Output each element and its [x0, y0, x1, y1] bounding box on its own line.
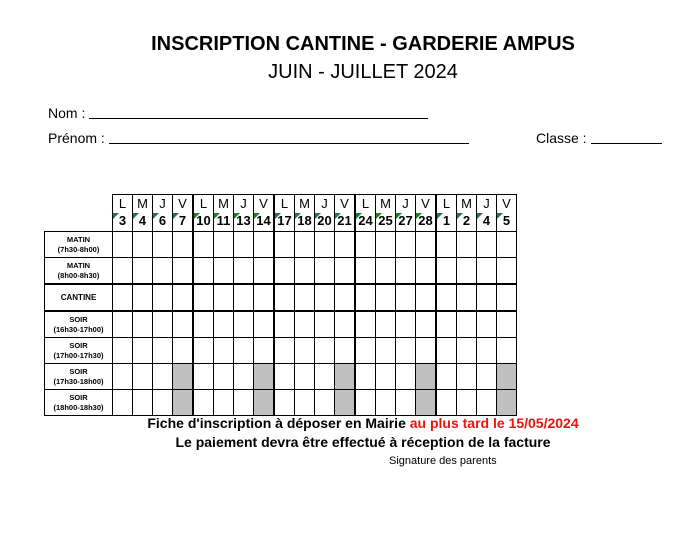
day-letter: M [137, 196, 148, 211]
schedule-cell[interactable] [153, 390, 173, 416]
schedule-cell[interactable] [315, 311, 335, 338]
comment-marker-icon [376, 213, 382, 219]
schedule-cell[interactable] [315, 390, 335, 416]
schedule-cell[interactable] [355, 284, 376, 311]
day-letter: M [380, 196, 391, 211]
schedule-cell[interactable] [315, 338, 335, 364]
row-label-name: SOIR [69, 340, 88, 350]
schedule-cell[interactable] [133, 311, 153, 338]
prenom-input-line[interactable] [109, 143, 469, 144]
schedule-cell[interactable] [193, 390, 214, 416]
day-letter: V [340, 196, 349, 211]
schedule-cell[interactable] [133, 258, 153, 285]
schedule-cell[interactable] [335, 258, 356, 285]
comment-marker-icon [113, 213, 119, 219]
day-number: 27 [398, 213, 413, 228]
schedule-cell[interactable] [477, 364, 497, 390]
schedule-cell[interactable] [214, 232, 234, 258]
day-header [457, 195, 477, 232]
nom-input-line[interactable] [89, 118, 428, 119]
day-letter: M [218, 196, 229, 211]
schedule-cell[interactable] [234, 284, 254, 311]
schedule-cell[interactable] [335, 284, 356, 311]
schedule-cell[interactable] [396, 338, 416, 364]
comment-marker-icon [457, 213, 463, 219]
day-number: 11 [216, 213, 231, 228]
row-label [45, 232, 113, 258]
schedule-cell[interactable] [173, 258, 194, 285]
schedule-cell[interactable] [193, 311, 214, 338]
schedule-cell[interactable] [234, 258, 254, 285]
schedule-cell[interactable] [436, 338, 457, 364]
day-number: 13 [236, 213, 251, 228]
schedule-cell[interactable] [254, 258, 275, 285]
schedule-cell[interactable] [355, 258, 376, 285]
day-header [355, 195, 376, 232]
schedule-cell[interactable] [274, 390, 295, 416]
day-header [254, 195, 275, 232]
schedule-cell[interactable] [274, 284, 295, 311]
schedule-cell [497, 364, 517, 390]
day-number: 24 [358, 213, 373, 228]
schedule-row [45, 258, 517, 285]
schedule-cell[interactable] [457, 364, 477, 390]
schedule-cell[interactable] [173, 338, 194, 364]
schedule-cell[interactable] [133, 338, 153, 364]
day-header [214, 195, 234, 232]
schedule-row [45, 364, 517, 390]
schedule-cell[interactable] [457, 232, 477, 258]
day-header [477, 195, 497, 232]
schedule-cell[interactable] [355, 232, 376, 258]
schedule-cell[interactable] [477, 284, 497, 311]
day-letter: J [483, 196, 490, 211]
schedule-cell[interactable] [193, 338, 214, 364]
comment-marker-icon [335, 213, 341, 219]
schedule-cell [416, 390, 437, 416]
page-title: INSCRIPTION CANTINE - GARDERIE AMPUS [151, 33, 575, 55]
day-number: 2 [462, 213, 471, 228]
schedule-cell[interactable] [477, 258, 497, 285]
schedule-cell[interactable] [153, 311, 173, 338]
row-label [45, 338, 113, 364]
day-number: 6 [158, 213, 167, 228]
day-number: 28 [418, 213, 433, 228]
day-header [113, 195, 133, 232]
row-label-name: MATIN [66, 260, 91, 270]
schedule-cell[interactable] [396, 284, 416, 311]
day-header [497, 195, 517, 232]
schedule-cell[interactable] [274, 232, 295, 258]
schedule-cell[interactable] [376, 338, 396, 364]
day-number: 3 [118, 213, 127, 228]
row-label-hours: (16h30-17h00) [53, 324, 104, 334]
schedule-cell[interactable] [416, 311, 437, 338]
row-label-hours: (8h00-8h30) [57, 270, 100, 280]
schedule-cell[interactable] [315, 284, 335, 311]
schedule-cell[interactable] [315, 232, 335, 258]
schedule-cell[interactable] [335, 232, 356, 258]
schedule-cell[interactable] [396, 390, 416, 416]
row-label-name: CANTINE [60, 292, 97, 302]
row-label [45, 311, 113, 338]
schedule-cell[interactable] [497, 284, 517, 311]
day-number: 5 [502, 213, 511, 228]
schedule-cell[interactable] [355, 364, 376, 390]
day-number: 17 [277, 213, 292, 228]
schedule-cell[interactable] [153, 364, 173, 390]
schedule-cell[interactable] [335, 311, 356, 338]
day-letter: V [421, 196, 430, 211]
schedule-cell[interactable] [234, 390, 254, 416]
schedule-cell[interactable] [396, 232, 416, 258]
schedule-cell[interactable] [173, 232, 194, 258]
day-header [173, 195, 194, 232]
comment-marker-icon [153, 213, 159, 219]
schedule-row [45, 232, 517, 258]
day-header [416, 195, 437, 232]
schedule-cell[interactable] [436, 311, 457, 338]
day-header [295, 195, 315, 232]
schedule-cell[interactable] [133, 390, 153, 416]
schedule-cell[interactable] [295, 258, 315, 285]
day-letter: L [280, 196, 289, 211]
day-header [193, 195, 214, 232]
days-header-row [45, 195, 517, 232]
schedule-cell [335, 390, 356, 416]
row-label [45, 284, 113, 311]
schedule-grid [44, 194, 517, 416]
row-label-hours: (17h30-18h00) [53, 376, 104, 386]
schedule-cell[interactable] [234, 364, 254, 390]
schedule-cell[interactable] [193, 364, 214, 390]
comment-marker-icon [254, 213, 260, 219]
comment-marker-icon [315, 213, 321, 219]
schedule-cell[interactable] [295, 284, 315, 311]
comment-marker-icon [214, 213, 220, 219]
schedule-cell[interactable] [295, 232, 315, 258]
schedule-cell [335, 364, 356, 390]
schedule-cell[interactable] [274, 338, 295, 364]
schedule-cell[interactable] [376, 284, 396, 311]
day-number: 14 [256, 213, 271, 228]
comment-marker-icon [234, 213, 240, 219]
schedule-cell[interactable] [214, 284, 234, 311]
day-number: 18 [297, 213, 312, 228]
schedule-cell[interactable] [113, 311, 133, 338]
schedule-cell[interactable] [133, 364, 153, 390]
schedule-cell[interactable] [193, 232, 214, 258]
day-letter: M [461, 196, 472, 211]
schedule-cell[interactable] [193, 258, 214, 285]
schedule-cell [254, 364, 275, 390]
schedule-cell[interactable] [436, 232, 457, 258]
day-letter: J [159, 196, 166, 211]
schedule-cell[interactable] [113, 258, 133, 285]
schedule-row [45, 284, 517, 311]
schedule-cell[interactable] [214, 338, 234, 364]
schedule-cell[interactable] [113, 232, 133, 258]
schedule-cell[interactable] [214, 390, 234, 416]
row-label-hours: (7h30-8h00) [57, 244, 100, 254]
day-header [335, 195, 356, 232]
day-header [376, 195, 396, 232]
schedule-cell[interactable] [457, 338, 477, 364]
day-number: 4 [482, 213, 491, 228]
day-header [315, 195, 335, 232]
schedule-cell[interactable] [153, 232, 173, 258]
schedule-cell[interactable] [457, 284, 477, 311]
schedule-cell[interactable] [457, 258, 477, 285]
schedule-cell[interactable] [477, 338, 497, 364]
schedule-cell [173, 390, 194, 416]
schedule-cell[interactable] [335, 338, 356, 364]
day-letter: V [178, 196, 187, 211]
day-letter: L [361, 196, 370, 211]
day-number: 20 [317, 213, 332, 228]
schedule-cell[interactable] [416, 338, 437, 364]
schedule-cell [416, 364, 437, 390]
schedule-cell [497, 390, 517, 416]
schedule-cell[interactable] [355, 390, 376, 416]
schedule-cell[interactable] [153, 258, 173, 285]
comment-marker-icon [275, 213, 281, 219]
day-letter: V [502, 196, 511, 211]
row-label-name: SOIR [69, 314, 88, 324]
payment-notice: Le paiement devra être effectué à réception de la facture [175, 434, 551, 450]
schedule-cell[interactable] [497, 338, 517, 364]
schedule-cell[interactable] [355, 338, 376, 364]
schedule-row [45, 338, 517, 364]
schedule-cell[interactable] [436, 390, 457, 416]
schedule-cell[interactable] [254, 232, 275, 258]
schedule-cell[interactable] [173, 311, 194, 338]
row-label [45, 364, 113, 390]
day-number: 25 [378, 213, 393, 228]
row-label-hours: (18h00-18h30) [53, 402, 104, 412]
schedule-cell[interactable] [193, 284, 214, 311]
schedule-cell[interactable] [376, 364, 396, 390]
signature-label: Signature des parents [389, 455, 497, 467]
schedule-row [45, 311, 517, 338]
schedule-cell[interactable] [457, 311, 477, 338]
row-label-name: SOIR [69, 366, 88, 376]
schedule-cell[interactable] [376, 258, 396, 285]
schedule-cell[interactable] [234, 311, 254, 338]
deadline-date: au plus tard le 15/05/2024 [409, 415, 579, 431]
schedule-cell[interactable] [497, 232, 517, 258]
schedule-cell[interactable] [477, 390, 497, 416]
comment-marker-icon [416, 213, 422, 219]
schedule-cell[interactable] [497, 311, 517, 338]
schedule-cell[interactable] [274, 364, 295, 390]
schedule-cell[interactable] [295, 364, 315, 390]
row-label-hours: (17h00-17h30) [53, 350, 104, 360]
schedule-cell[interactable] [113, 390, 133, 416]
day-number: 21 [337, 213, 352, 228]
day-letter: L [118, 196, 127, 211]
schedule-cell[interactable] [234, 338, 254, 364]
row-label [45, 390, 113, 416]
corner-blank [45, 195, 113, 232]
day-header [274, 195, 295, 232]
schedule-cell[interactable] [396, 311, 416, 338]
schedule-cell[interactable] [376, 232, 396, 258]
schedule-cell[interactable] [295, 390, 315, 416]
schedule-cell[interactable] [133, 232, 153, 258]
schedule-cell[interactable] [214, 364, 234, 390]
schedule-cell[interactable] [436, 284, 457, 311]
schedule-cell[interactable] [416, 284, 437, 311]
deadline-text: Fiche d'inscription à déposer en Mairie [147, 415, 410, 431]
day-letter: J [402, 196, 409, 211]
comment-marker-icon [295, 213, 301, 219]
schedule-cell[interactable] [477, 232, 497, 258]
comment-marker-icon [173, 213, 179, 219]
deadline-notice [0, 415, 680, 431]
row-label-name: MATIN [66, 234, 91, 244]
comment-marker-icon [356, 213, 362, 219]
prenom-label: Prénom : [48, 130, 105, 146]
schedule-cell[interactable] [113, 284, 133, 311]
comment-marker-icon [437, 213, 443, 219]
day-number: 4 [138, 213, 147, 228]
schedule-cell[interactable] [497, 258, 517, 285]
schedule-cell[interactable] [295, 338, 315, 364]
schedule-cell[interactable] [477, 311, 497, 338]
schedule-cell[interactable] [274, 258, 295, 285]
schedule-cell[interactable] [153, 284, 173, 311]
schedule-cell[interactable] [315, 364, 335, 390]
schedule-cell[interactable] [214, 258, 234, 285]
schedule-row [45, 390, 517, 416]
nom-label: Nom : [48, 105, 86, 121]
day-letter: L [442, 196, 451, 211]
schedule-cell[interactable] [254, 311, 275, 338]
schedule-cell[interactable] [457, 390, 477, 416]
comment-marker-icon [477, 213, 483, 219]
day-number: 7 [178, 213, 187, 228]
schedule-cell[interactable] [396, 364, 416, 390]
schedule-cell[interactable] [416, 232, 437, 258]
schedule-cell[interactable] [113, 364, 133, 390]
classe-input-line[interactable] [591, 143, 662, 144]
comment-marker-icon [194, 213, 200, 219]
schedule-cell[interactable] [376, 390, 396, 416]
schedule-cell[interactable] [133, 284, 153, 311]
row-label-name: SOIR [69, 392, 88, 402]
schedule-cell[interactable] [416, 258, 437, 285]
row-label [45, 258, 113, 285]
schedule-cell[interactable] [436, 258, 457, 285]
day-letter: M [299, 196, 310, 211]
day-header [396, 195, 416, 232]
schedule-cell[interactable] [396, 258, 416, 285]
schedule-cell[interactable] [254, 284, 275, 311]
comment-marker-icon [497, 213, 503, 219]
comment-marker-icon [133, 213, 139, 219]
schedule-cell[interactable] [295, 311, 315, 338]
day-letter: V [259, 196, 268, 211]
schedule-cell[interactable] [315, 258, 335, 285]
schedule-cell[interactable] [234, 232, 254, 258]
day-letter: J [321, 196, 328, 211]
schedule-cell[interactable] [153, 338, 173, 364]
schedule-cell[interactable] [113, 338, 133, 364]
schedule-cell[interactable] [214, 311, 234, 338]
schedule-cell[interactable] [173, 284, 194, 311]
classe-label: Classe : [536, 130, 587, 146]
comment-marker-icon [396, 213, 402, 219]
day-number: 1 [442, 213, 451, 228]
schedule-cell[interactable] [254, 338, 275, 364]
day-letter: J [240, 196, 247, 211]
schedule-cell[interactable] [274, 311, 295, 338]
schedule-cell [254, 390, 275, 416]
day-number: 10 [196, 213, 211, 228]
schedule-cell[interactable] [355, 311, 376, 338]
day-header [153, 195, 173, 232]
day-header [436, 195, 457, 232]
day-header [133, 195, 153, 232]
schedule-cell [173, 364, 194, 390]
day-header [234, 195, 254, 232]
schedule-cell[interactable] [436, 364, 457, 390]
page-subtitle: JUIN - JUILLET 2024 [268, 61, 458, 83]
day-letter: L [199, 196, 208, 211]
schedule-cell[interactable] [376, 311, 396, 338]
